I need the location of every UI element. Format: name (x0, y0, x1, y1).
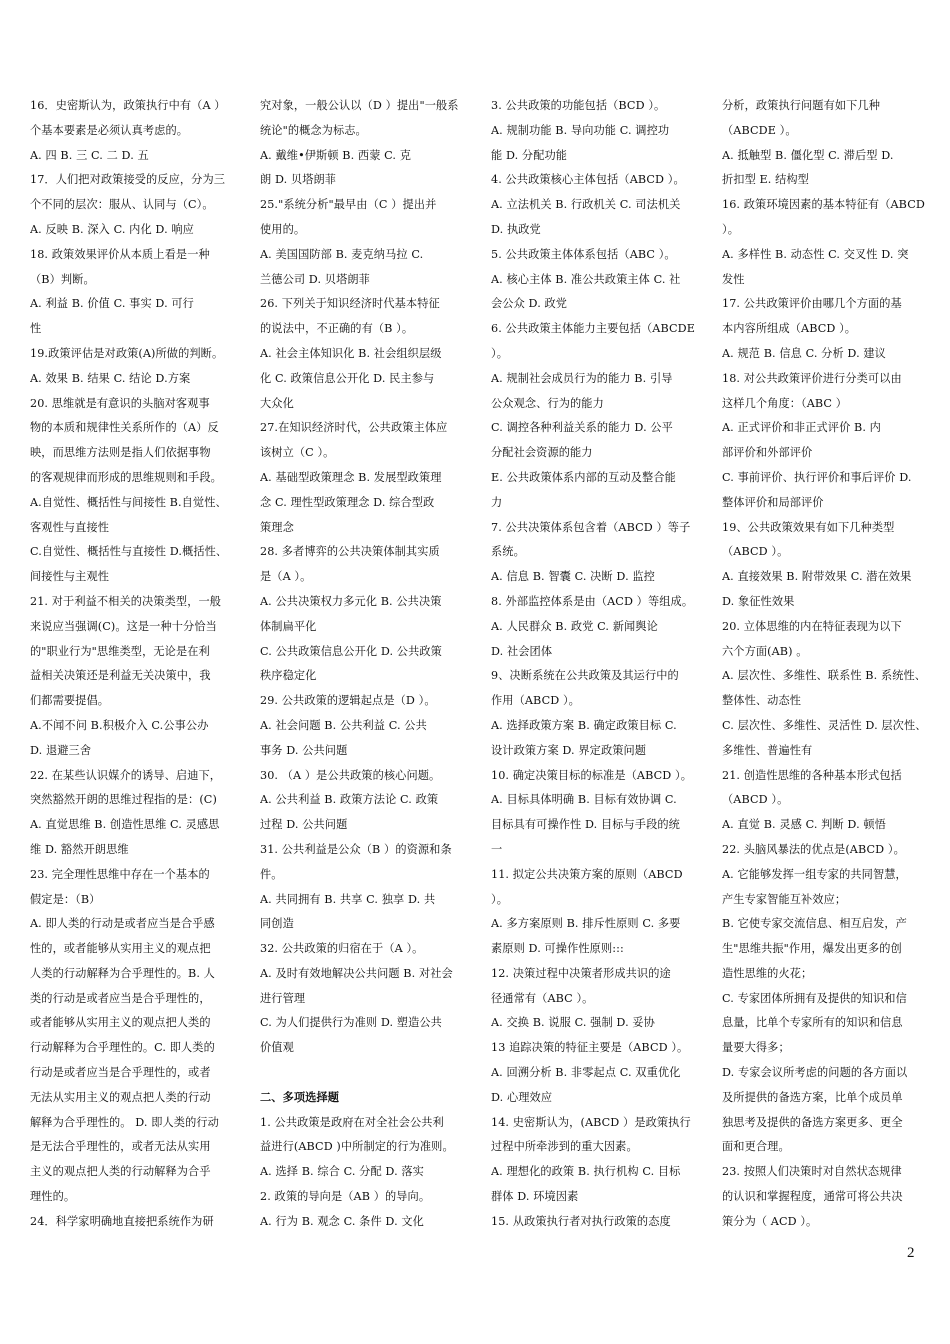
text-line: ）。 (491, 892, 508, 906)
text-line: 念 C. 理性型政策理念 D. 综合型政 (260, 495, 435, 509)
text-line: 15. 从政策执行者对执行政策的态度 (491, 1214, 671, 1228)
text-line: A. 规制社会成员行为的能力 B. 引导 (491, 371, 673, 385)
text-line: 行动解释为合乎理性的。C. 即人类的 (30, 1041, 215, 1055)
text-line: A. 戴维•伊斯顿 B. 西蒙 C. 克 (260, 148, 412, 162)
text-line: 该树立（C ）。 (260, 446, 335, 460)
text-line: 间接性与主观性 (30, 570, 110, 584)
text-line: A. 行为 B. 观念 C. 条件 D. 文化 (260, 1214, 424, 1228)
text-line: 23. 完全理性思维中存在一个基本的 (30, 867, 210, 881)
text-line: 无法从实用主义的观点把人类的行动 (30, 1090, 211, 1104)
text-line: 益相关决策还是利益无关决策中，我 (30, 669, 211, 683)
text-line: 的"职业行为"思维类型，无论是在利 (30, 644, 210, 658)
text-line: 分析，政策执行问题有如下几种 (722, 99, 881, 112)
text-line: 体制扁平化 (260, 619, 317, 633)
text-line: A. 立法机关 B. 行政机关 C. 司法机关 (491, 198, 681, 212)
text-line: 解释为合乎理性的。 D. 即人类的行动 (30, 1115, 219, 1129)
section-heading: 二、多项选择题 (260, 1090, 340, 1104)
text-line: 14. 史密斯认为，(ABCD ）是政策执行 (491, 1115, 691, 1129)
text-line: 作用（ABCD ）。 (491, 694, 580, 708)
text-line: A. 利益 B. 价值 C. 事实 D. 可行 (30, 297, 194, 311)
text-line: 群体 D. 环境因素 (491, 1190, 579, 1204)
text-line: A. 直觉思维 B. 创造性思维 C. 灵感思 (30, 818, 220, 832)
text-line: 类的行动是或者应当是合乎理性的， (30, 991, 211, 1005)
text-line: 的认识和掌握程度，通常可将公共决 (722, 1190, 903, 1204)
text-line: E. 公共政策体系内部的互动及整合能 (491, 470, 676, 484)
text-line: 6. 公共政策主体能力主要包括（ABCDE (491, 322, 695, 336)
text-line: A. 目标具体明确 B. 目标有效协调 C. (491, 793, 677, 807)
text-line: （B）判断。 (30, 272, 95, 286)
text-line: ）。 (722, 222, 739, 236)
text-line: B. 它使专家交流信息、相互启发，产 (722, 917, 907, 931)
text-line: （ABCDE ）。 (722, 123, 797, 137)
text-line: C. 为人们提供行为准则 D. 塑造公共 (260, 1016, 442, 1030)
text-line: 7. 公共决策体系包含着（ABCD ）等子 (491, 520, 691, 534)
text-line: 设计政策方案 D. 界定政策问题 (491, 743, 647, 757)
text-line: D. 专家会议所考虑的问题的各方面以 (722, 1066, 908, 1080)
text-line: A. 反映 B. 深入 C. 内化 D. 响应 (30, 222, 194, 236)
text-line: D. 象征性效果 (722, 594, 795, 608)
column-4 (722, 94, 928, 1235)
text-line: 多维性、普遍性有 (722, 743, 813, 757)
text-line: 11. 拟定公共决策方案的原则（ABCD (491, 867, 683, 881)
text-line: 9、决断系统在公共政策及其运行中的 (491, 669, 679, 683)
text-line: 10. 确定决策目标的标准是（ABCD ）。 (491, 768, 692, 782)
text-line: 策理念 (260, 520, 294, 534)
text-line: 素原则 D. 可操作性原则::: (491, 942, 624, 956)
text-line: 个不同的层次：服从、认同与（C）。 (30, 198, 214, 212)
text-line: 12. 决策过程中决策者形成共识的途 (491, 966, 671, 980)
text-line: 这样几个角度：（ABC ） (722, 396, 848, 410)
text-line: 价值观 (260, 1041, 294, 1055)
text-line: 部评价和外部评价 (722, 446, 813, 460)
text-line: 径通常有（ABC ）。 (491, 991, 594, 1005)
text-line: A. 多样性 B. 动态性 C. 交叉性 D. 突 (722, 247, 909, 261)
text-line: 六个方面(AB) 。 (722, 644, 808, 658)
text-line: 造性思维的火花； (722, 966, 813, 980)
text-line: 16. 政策环境因素的基本特征有（ABCD (722, 198, 925, 212)
text-line: 策分为（ ACD ）。 (722, 1214, 818, 1228)
text-line: 进行管理 (260, 991, 306, 1005)
text-line: A. 多方案原则 B. 排斥性原则 C. 多要 (491, 917, 681, 931)
text-line: 27.在知识经济时代，公共政策主体应 (260, 421, 448, 435)
text-line: 折扣型 E. 结构型 (722, 173, 809, 187)
text-line: （ABCD ）。 (722, 545, 789, 559)
text-line: A. 美国国防部 B. 麦克纳马拉 C. (260, 247, 424, 261)
text-line: 突然豁然开朗的思维过程指的是：(C) (30, 793, 217, 807)
text-line: 面和更合理。 (722, 1140, 790, 1154)
text-line: 息量，比单个专家所有的知识和信息 (722, 1016, 903, 1030)
text-line: A. 层次性、多维性、联系性 B. 系统性、 (722, 669, 927, 683)
text-line: 1. 公共政策是政府在对全社会公共利 (260, 1115, 444, 1129)
text-line: 系统。 (491, 545, 525, 559)
text-line: 独思考及提供的备选方案更多、更全 (722, 1115, 903, 1129)
text-line: 化 C. 政策信息公开化 D. 民主参与 (260, 371, 435, 385)
text-line: 究对象，一般公认以（D ）提出"一般系 (260, 99, 459, 112)
text-line: A. 选择政策方案 B. 确定政策目标 C. (491, 718, 677, 732)
text-line: A. 回溯分析 B. 非零起点 C. 双重优化 (491, 1066, 681, 1080)
text-line: 发性 (722, 272, 745, 286)
text-line: 20. 思维就是有意识的头脑对客观事 (30, 396, 210, 410)
column-3 (491, 94, 697, 1235)
text-line: A. 选择 B. 综合 C. 分配 D. 落实 (260, 1165, 424, 1179)
text-line: 秩序稳定化 (260, 669, 317, 683)
text-line: 理性的。 (30, 1190, 76, 1204)
text-line: （ABCD ）。 (722, 793, 789, 807)
text-line: A. 公共利益 B. 政策方法论 C. 政策 (260, 793, 439, 807)
text-line: A. 公共决策权力多元化 B. 公共决策 (260, 594, 442, 608)
text-line: 人类的行动解释为合乎理性的。B. 人 (30, 966, 215, 980)
text-line: 一 (491, 842, 503, 856)
text-line: 29. 公共政策的逻辑起点是（D ）。 (260, 694, 436, 708)
text-line: 们都需要提倡。 (30, 694, 110, 708)
text-line: A. 交换 B. 说服 C. 强制 D. 妥协 (491, 1016, 655, 1030)
text-line: C. 事前评价、执行评价和事后评价 D. (722, 470, 912, 484)
text-line: 21. 对于利益不相关的决策类型，一般 (30, 594, 222, 608)
text-line: 17．人们把对政策接受的反应，分为三 (30, 173, 226, 187)
text-line: C. 层次性、多维性、灵活性 D. 层次性、 (722, 718, 927, 732)
text-line: 维 D. 豁然开朗思维 (30, 842, 129, 856)
text-line: 性的，或者能够从实用主义的观点把 (30, 942, 211, 956)
text-line: C. 专家团体所拥有及提供的知识和信 (722, 991, 907, 1005)
page-number: 2 (907, 1245, 915, 1261)
text-line: 17. 公共政策评价由哪几个方面的基 (722, 297, 902, 311)
text-line: A. 即人类的行动是或者应当是合乎感 (30, 917, 215, 931)
text-line: 28. 多者博弈的公共决策体制其实质 (260, 545, 440, 559)
text-line: 22. 头脑风暴法的优点是(ABCD ）。 (722, 842, 905, 856)
text-line: 能 D. 分配功能 (491, 148, 568, 162)
text-line: A. 效果 B. 结果 C. 结论 D.方案 (30, 371, 191, 385)
text-line: A. 它能够发挥一组专家的共同智慧， (722, 867, 907, 881)
text-line: 使用的。 (260, 222, 306, 236)
text-line: 本内容所组成（ABCD ）。 (722, 322, 857, 336)
text-line: A. 直觉 B. 灵感 C. 判断 D. 顿悟 (722, 818, 886, 832)
text-line: 量要大得多； (722, 1041, 790, 1055)
text-line: A. 及时有效地解决公共问题 B. 对社会 (260, 966, 453, 980)
text-line: A. 核心主体 B. 准公共政策主体 C. 社 (491, 272, 681, 286)
text-line: 8. 外部监控体系是由（ACD ）等组成。 (491, 594, 694, 608)
text-line: ）。 (491, 346, 508, 360)
text-line: 32. 公共政策的归宿在于（A ）。 (260, 942, 424, 956)
text-line: 13 追踪决策的特征主要是（ABCD ）。 (491, 1041, 689, 1055)
text-line: 力 (491, 495, 503, 509)
text-line: A. 理想化的政策 B. 执行机构 C. 目标 (491, 1165, 681, 1179)
text-line (260, 1061, 466, 1086)
text-line: A.不闻不问 B.积极介入 C.公事公办 (30, 718, 209, 732)
text-line: 19.政策评估是对政策(A)所做的判断。 (30, 346, 224, 360)
text-line: D. 执政党 (491, 222, 541, 236)
text-line: 22. 在某些认识媒介的诱导、启迪下， (30, 768, 222, 782)
text-line: 的说法中，不正确的有（B ）。 (260, 322, 414, 336)
text-line: 19、公共政策效果有如下几种类型 (722, 520, 895, 534)
text-line: A. 规范 B. 信息 C. 分析 D. 建议 (722, 346, 886, 360)
text-line: 21. 创造性思维的各种基本形式包括 (722, 768, 902, 782)
text-line: D. 退避三舍 (30, 743, 92, 757)
text-line: 个基本要素是必须认真考虑的。 (30, 123, 189, 137)
text-line: D. 社会团体 (491, 644, 553, 658)
text-line: 2. 政策的导向是（AB ）的导向。 (260, 1190, 431, 1204)
text-line: 20. 立体思维的内在特征表现为以下 (722, 619, 902, 633)
text-line: 3. 公共政策的功能包括（BCD ）。 (491, 99, 666, 112)
text-line: 26. 下列关于知识经济时代基本特征 (260, 297, 440, 311)
text-line: C. 调控各种利益关系的能力 D. 公平 (491, 421, 673, 435)
text-line: A. 社会主体知识化 B. 社会组织层级 (260, 346, 442, 360)
text-line: 朗 D. 贝塔朗菲 (260, 173, 337, 187)
text-line: A. 规制功能 B. 导向功能 C. 调控功 (491, 123, 670, 137)
text-line: 映，而思维方法则是指人们依据事物 (30, 446, 211, 460)
text-line: 分配社会资源的能力 (491, 446, 593, 460)
text-line: 同创造 (260, 917, 294, 931)
text-line: 是无法合乎理性的，或者无法从实用 (30, 1140, 211, 1154)
text-line: 行动是或者应当是合乎理性的，或者 (30, 1066, 211, 1080)
column-2 (260, 94, 466, 1235)
text-line: 是（A ）。 (260, 570, 312, 584)
text-line: 过程中所牵涉到的重大因素。 (491, 1140, 638, 1154)
text-line: 益进行(ABCD )中所制定的行为准则。 (260, 1140, 454, 1154)
text-line: 23. 按照人们决策时对自然状态规律 (722, 1165, 902, 1179)
text-line: A. 人民群众 B. 政党 C. 新闻舆论 (491, 619, 658, 633)
text-line: C.自觉性、概括性与直接性 D.概括性、 (30, 545, 228, 559)
text-line: 18. 政策效果评价从本质上看是一种 (30, 247, 210, 261)
text-line: 统论"的概念为标志。 (260, 123, 367, 137)
text-line: 30. （A ）是公共政策的核心问题。 (260, 768, 441, 782)
column-1 (30, 94, 236, 1235)
text-line: A. 基础型政策理念 B. 发展型政策理 (260, 470, 442, 484)
text-line: 目标具有可操作性 D. 目标与手段的统 (491, 818, 680, 832)
text-line: 客观性与直接性 (30, 520, 110, 534)
text-line: 物的本质和规律性关系所作的（A）反 (30, 421, 219, 435)
text-line: 主义的观点把人类的行动解释为合乎 (30, 1165, 211, 1179)
text-line: 31. 公共利益是公众（B ）的资源和条 (260, 842, 452, 856)
text-line: 及所提供的备选方案，比单个成员单 (722, 1090, 903, 1104)
text-line: 来说应当强调(C)。这是一种十分恰当 (30, 619, 217, 633)
text-line: A. 四 B. 三 C. 二 D. 五 (30, 148, 149, 162)
text-line: 5. 公共政策主体体系包括（ABC ）。 (491, 247, 676, 261)
text-line: 过程 D. 公共问题 (260, 818, 348, 832)
text-line: 25."系统分析"最早由（C ）提出并 (260, 198, 437, 212)
text-line: A. 抵触型 B. 僵化型 C. 滞后型 D. (722, 148, 894, 162)
text-line: A. 共同拥有 B. 共享 C. 独享 D. 共 (260, 892, 436, 906)
text-line: D. 心理效应 (491, 1090, 553, 1104)
text-line: 兰德公司 D. 贝塔朗菲 (260, 272, 370, 286)
text-line: 会公众 D. 政党 (491, 297, 568, 311)
text-line: 或者能够从实用主义的观点把人类的 (30, 1016, 211, 1030)
text-line: 整体性、动态性 (722, 694, 802, 708)
text-line: A. 社会问题 B. 公共利益 C. 公共 (260, 718, 427, 732)
text-line: 16．史密斯认为，政策执行中有（A ） (30, 99, 226, 112)
text-line: 生"思维共振"作用，爆发出更多的创 (722, 942, 902, 956)
text-line: A.自觉性、概括性与间接性 B.自觉性、 (30, 495, 227, 509)
text-line: 公众观念、行为的能力 (491, 396, 604, 410)
text-line: 事务 D. 公共问题 (260, 743, 348, 757)
text-line: 性 (30, 322, 42, 336)
text-line: A. 信息 B. 智囊 C. 决断 D. 监控 (491, 570, 655, 584)
text-line: 4. 公共政策核心主体包括（ABCD ）。 (491, 173, 685, 187)
text-line: 产生专家智能互补效应； (722, 892, 847, 906)
text-line: C. 公共政策信息公开化 D. 公共政策 (260, 644, 442, 658)
text-line: A. 正式评价和非正式评价 B. 内 (722, 421, 881, 435)
text-line: A. 直接效果 B. 附带效果 C. 潜在效果 (722, 570, 912, 584)
text-line: 假定是：（B） (30, 892, 101, 906)
text-line: 整体评价和局部评价 (722, 495, 824, 509)
text-line: 件。 (260, 867, 283, 881)
text-line: 24．科学家明确地直接把系统作为研 (30, 1214, 214, 1228)
text-line: 大众化 (260, 396, 294, 410)
text-line: 的客观规律而形成的思维规则和手段。 (30, 470, 222, 484)
text-line: 18. 对公共政策评价进行分类可以由 (722, 371, 902, 385)
